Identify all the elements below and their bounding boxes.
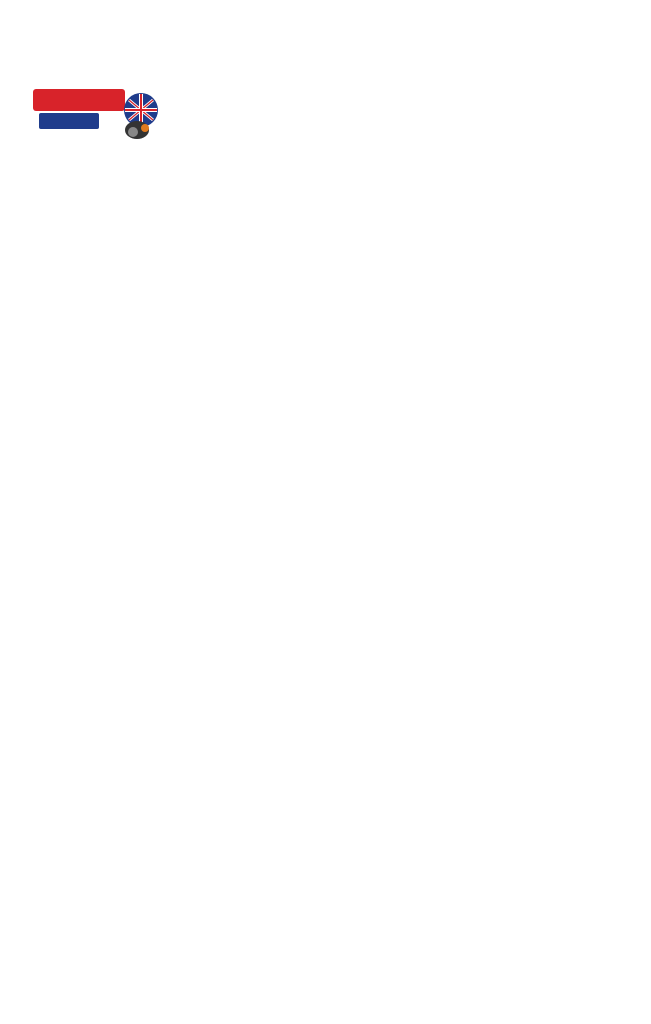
mcnews-logo (33, 86, 168, 143)
logo-blue-banner (39, 113, 99, 129)
logo-red-banner (33, 89, 125, 111)
